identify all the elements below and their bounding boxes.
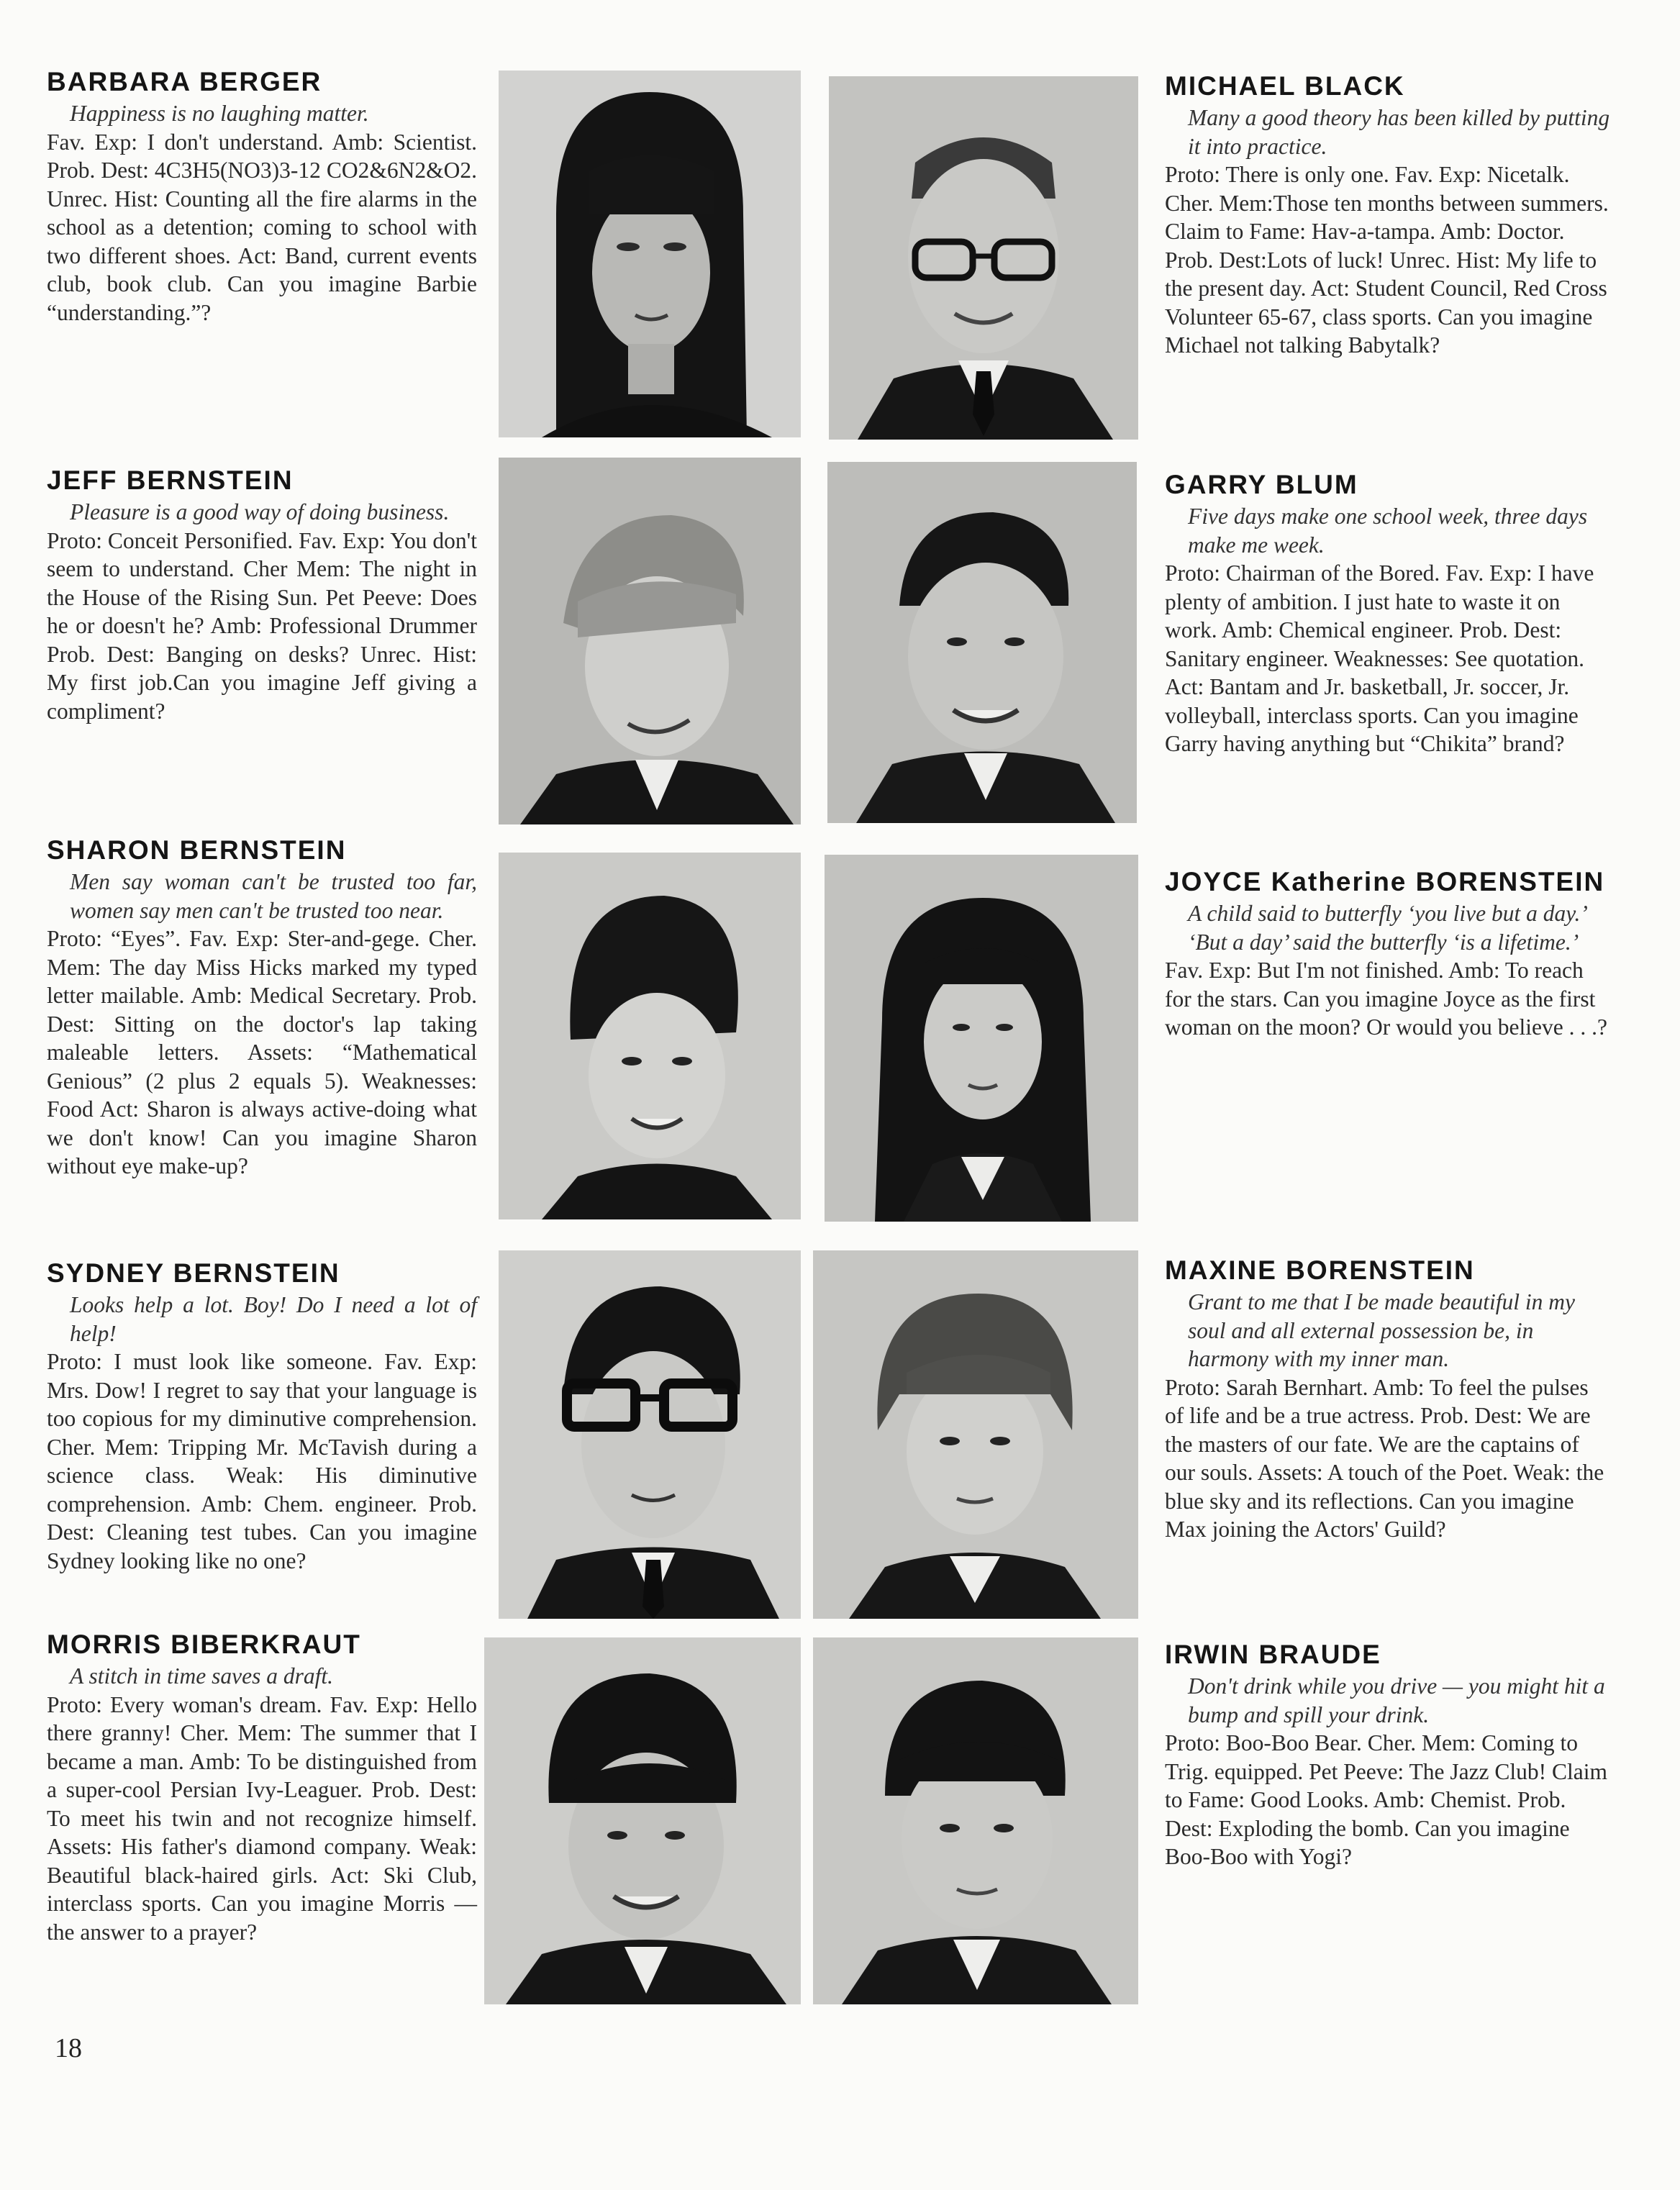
student-bio: Proto: Conceit Personified. Fav. Exp: You don't seem to understand. Cher Mem: The night in the House of the Rising Sun. Pet Peeve: Does he or doesn't he? Amb: Professional Drummer Prob. Dest: Banging on desks? Unrec. Hist: My first job.Can you imagine Jeff giving a compliment? (47, 527, 477, 724)
student-quote: A stitch in time saves a draft. (70, 1663, 334, 1689)
portrait-photo-joyce-borenstein (825, 855, 1138, 1222)
student-bio: Proto: Chairman of the Bored. Fav. Exp: I have plenty of ambition. I just hate to waste it on work. Amb: Chemical engineer. Prob. Dest: Sanitary engineer. Weaknesses: See quotation. Act: Bantam and Jr. basketball, Jr. soccer, Jr. volleyball, interclass sports. Can you imagine Garry having anything but “Chikita” brand? (1165, 560, 1594, 756)
student-quote: Grant to me that I be made beautiful in my soul and all external possession be, in harmony with my inner man. (1188, 1289, 1576, 1371)
student-quote: Looks help a lot. Boy! Do I need a lot of help! (70, 1292, 477, 1346)
student-name: IRWIN BRAUDE (1165, 1640, 1381, 1669)
portrait-photo-barbara-berger (499, 71, 801, 437)
student-name: MICHAEL BLACK (1165, 71, 1405, 101)
student-name: MORRIS BIBERKRAUT (47, 1630, 361, 1659)
student-bio: Fav. Exp: But I'm not finished. Amb: To reach for the stars. Can you imagine Joyce as the first woman on the moon? Or would you believe . . .? (1165, 958, 1607, 1040)
student-quote: Happiness is no laughing matter. (70, 101, 369, 126)
student-name: JOYCE Katherine BORENSTEIN (1165, 867, 1605, 896)
portrait-photo-sharon-bernstein (499, 853, 801, 1219)
entry-barbara-berger (47, 66, 477, 327)
student-quote: Many a good theory has been killed by putting it into practice. (1188, 105, 1610, 159)
entry-michael-black (1165, 71, 1611, 360)
student-name: SYDNEY BERNSTEIN (47, 1258, 340, 1288)
student-bio: Fav. Exp: I don't understand. Amb: Scientist. Prob. Dest: 4C3H5(NO3)3-12 CO2&6N2&O2. Unrec. Hist: Counting all the fire alarms in the school as a detention; coming to school with two different shoes. Act: Band, current events club, book club. Can you imagine Barbie “understanding.”? (47, 129, 477, 325)
student-quote: Don't drink while you drive — you might hit a bump and spill your drink. (1188, 1673, 1605, 1727)
student-quote: A child said to butterfly ‘you live but a day.’ ‘But a day’ said the butterfly ‘is a lifetime.’ (1188, 901, 1586, 955)
student-name: JEFF BERNSTEIN (47, 465, 294, 495)
entry-sydney-bernstein (47, 1258, 477, 1575)
student-quote: Men say woman can't be trusted too far, women say men can't be trusted too near. (70, 869, 477, 923)
entry-sharon-bernstein (47, 835, 477, 1181)
entry-morris-biberkraut (47, 1629, 477, 1946)
entry-garry-blum (1165, 469, 1611, 758)
portrait-photo-garry-blum (827, 462, 1137, 823)
student-bio: Proto: There is only one. Fav. Exp: Nicetalk. Cher. Mem:Those ten months between summers. Claim to Fame: Hav-a-tampa. Amb: Doctor. Prob. Dest:Lots of luck! Unrec. Hist: My life to the present day. Act: Student Council, Red Cross Volunteer 65-67, class sports. Can you imagine Michael not talking Babytalk? (1165, 162, 1609, 358)
entry-irwin-braude (1165, 1639, 1611, 1871)
page-number: 18 (55, 2033, 82, 2063)
student-name: BARBARA BERGER (47, 67, 322, 96)
student-bio: Proto: Boo-Boo Bear. Cher. Mem: Coming to Trig. equipped. Pet Peeve: The Jazz Club! Claim to Fame: Good Looks. Amb: Chemist. Prob. Dest: Exploding the bomb. Can you imagine Boo-Boo with Yogi? (1165, 1730, 1608, 1869)
student-quote: Five days make one school week, three days make me week. (1188, 504, 1588, 558)
portrait-photo-sydney-bernstein (499, 1250, 801, 1619)
student-bio: Proto: I must look like someone. Fav. Exp: Mrs. Dow! I regret to say that your language is too copious for my diminutive comprehension. Cher. Mem: Tripping Mr. McTavish during a science class. Weak: His diminutive comprehension. Amb: Chem. engineer. Prob. Dest: Cleaning test tubes. Can you imagine Sydney looking like no one? (47, 1349, 477, 1573)
portrait-photo-jeff-bernstein (499, 458, 801, 824)
student-name: GARRY BLUM (1165, 470, 1358, 499)
student-name: SHARON BERNSTEIN (47, 835, 347, 865)
entry-maxine-borenstein (1165, 1255, 1611, 1544)
student-bio: Proto: Every woman's dream. Fav. Exp: Hello there granny! Cher. Mem: The summer that I became a man. Amb: To be distinguished from a super-cool Persian Ivy-Leaguer. Prob. Dest: To meet his twin and not recognize himself. Assets: His father's diamond company. Weak: Beautiful black-haired girls. Act: Ski Club, interclass sports. Can you imagine Morris —the answer to a prayer? (47, 1691, 477, 1945)
student-bio: Proto: “Eyes”. Fav. Exp: Ster-and-gege. Cher. Mem: The day Miss Hicks marked my typed letter mailable. Amb: Medical Secretary. Prob. Dest: Sitting on the doctor's lap taking maleable letters. Assets: “Mathematical Genious” (2 plus 2 equals 5). Weaknesses: Food Act: Sharon is always active-doing what we don't know! Can you imagine Sharon without eye make-up? (47, 926, 477, 1178)
portrait-photo-irwin-braude (813, 1637, 1138, 2004)
entry-jeff-bernstein (47, 465, 477, 725)
student-quote: Pleasure is a good way of doing business. (70, 499, 450, 524)
student-name: MAXINE BORENSTEIN (1165, 1255, 1475, 1285)
portrait-photo-morris-biberkraut (484, 1637, 801, 2004)
portrait-photo-michael-black (829, 76, 1138, 440)
entry-joyce-borenstein (1165, 866, 1611, 1042)
portrait-photo-maxine-borenstein (813, 1250, 1138, 1619)
student-bio: Proto: Sarah Bernhart. Amb: To feel the pulses of life and be a true actress. Prob. Dest: We are the masters of our fate. We are the captains of our souls. Assets: A touch of the Poet. Weak: the blue sky and its reflections. Can you imagine Max joining the Actors' Guild? (1165, 1374, 1604, 1542)
